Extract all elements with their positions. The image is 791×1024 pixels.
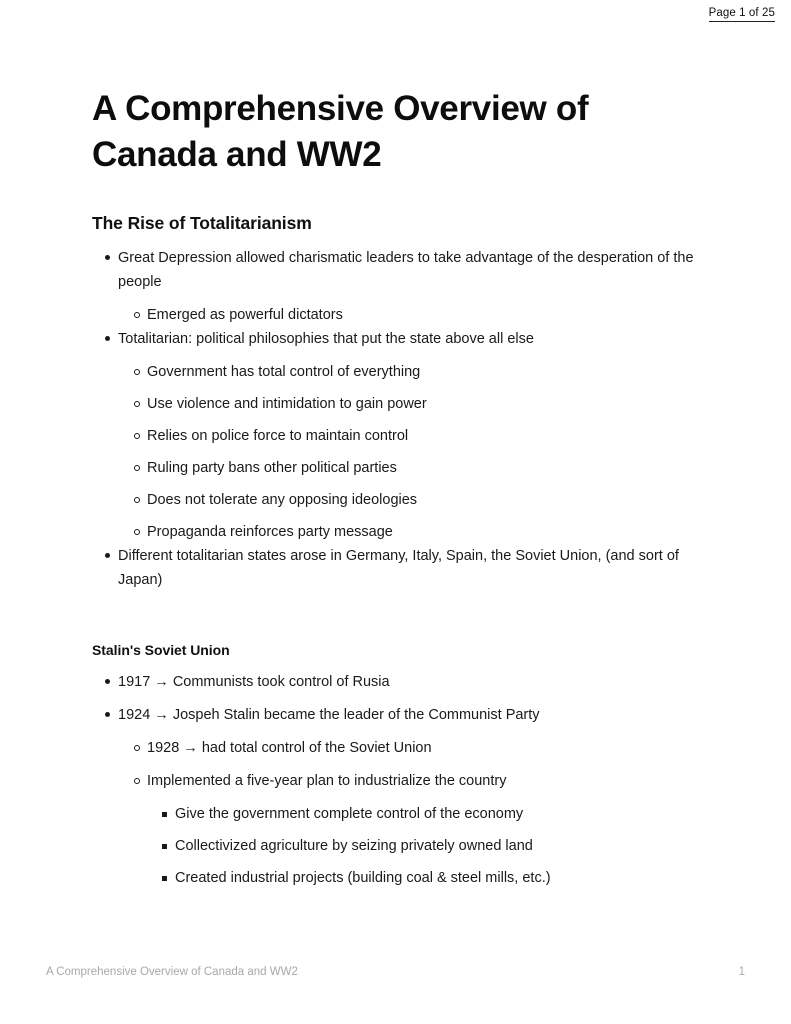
list-item [121, 520, 702, 544]
list-item-text: 1917 → Communists took control of Rusia [118, 674, 390, 690]
bullet-list-level-1 [92, 246, 702, 592]
list-item [92, 327, 702, 351]
bullet-circle-icon [134, 497, 140, 503]
bullet-circle-icon [134, 778, 140, 784]
bullet-list-level-1 [92, 670, 702, 890]
bullet-circle-icon [134, 745, 140, 751]
list-item-text: Relies on police force to maintain control [147, 428, 409, 444]
bullet-circle-icon [134, 401, 140, 407]
list-item [121, 769, 702, 793]
bullet-list-level-3 [92, 802, 702, 890]
bullet-square-icon [162, 812, 167, 817]
document-body [92, 86, 702, 890]
list-item [121, 456, 702, 480]
list-item-text: Does not tolerate any opposing ideologies [147, 492, 418, 508]
page-title: A Comprehensive Overview of Canada and WW2 [92, 89, 589, 174]
bullet-disc-icon [105, 679, 110, 684]
bullet-disc-icon [105, 712, 110, 717]
section-spacer [92, 592, 702, 640]
list-item [121, 488, 702, 512]
section-heading: Stalin's Soviet Union [92, 642, 230, 658]
list-item [121, 392, 702, 416]
list-item-text: Implemented a five-year plan to industrialize the country [147, 773, 507, 789]
list-item [149, 802, 702, 826]
list-item-text: Use violence and intimidation to gain power [147, 396, 427, 412]
list-item [149, 834, 702, 858]
list-item-text: Great Depression allowed charismatic leaders to take advantage of the desperation of the people [118, 250, 694, 290]
bullet-disc-icon [105, 336, 110, 341]
list-item-text: Give the government complete control of the economy [175, 806, 524, 822]
list-item-text: 1928 → had total control of the Soviet Union [147, 740, 432, 756]
footer-document-title: A Comprehensive Overview of Canada and WW2 [46, 966, 298, 978]
bullet-list-level-2 [92, 736, 702, 890]
bullet-circle-icon [134, 312, 140, 318]
list-item [92, 703, 702, 727]
list-item [121, 736, 702, 760]
bullet-circle-icon [134, 465, 140, 471]
list-item-text: Created industrial projects (building coal & steel mills, etc.) [175, 870, 551, 886]
list-item [121, 303, 702, 327]
list-item [121, 424, 702, 448]
bullet-disc-icon [105, 255, 110, 260]
list-item-text: Different totalitarian states arose in Germany, Italy, Spain, the Soviet Union, (and sort of Japan) [118, 548, 679, 588]
bullet-circle-icon [134, 433, 140, 439]
bullet-square-icon [162, 876, 167, 881]
section-rise-of-totalitarianism [92, 212, 702, 592]
list-item [92, 670, 702, 694]
bullet-circle-icon [134, 369, 140, 375]
running-header [709, 6, 775, 22]
list-item-text: Totalitarian: political philosophies that put the state above all else [118, 331, 534, 347]
list-item [121, 360, 702, 384]
list-item-text: Government has total control of everything [147, 364, 421, 380]
bullet-square-icon [162, 844, 167, 849]
list-item-text: Emerged as powerful dictators [147, 307, 343, 323]
section-stalins-soviet-union [92, 640, 702, 890]
bullet-list-level-2 [92, 360, 702, 544]
list-item [92, 544, 702, 592]
list-item-text: Propaganda reinforces party message [147, 524, 393, 540]
list-item-text: 1924 → Jospeh Stalin became the leader of the Communist Party [118, 707, 540, 723]
bullet-list-level-2 [92, 303, 702, 327]
footer-page-number: 1 [738, 966, 745, 978]
list-item-text: Ruling party bans other political parties [147, 460, 397, 476]
bullet-circle-icon [134, 529, 140, 535]
page-indicator: Page 1 of 25 [709, 6, 775, 22]
bullet-disc-icon [105, 553, 110, 558]
list-item-text: Collectivized agriculture by seizing privately owned land [175, 838, 533, 854]
running-footer [46, 965, 745, 980]
list-item [92, 246, 702, 294]
section-heading: The Rise of Totalitarianism [92, 213, 312, 233]
list-item [149, 866, 702, 890]
